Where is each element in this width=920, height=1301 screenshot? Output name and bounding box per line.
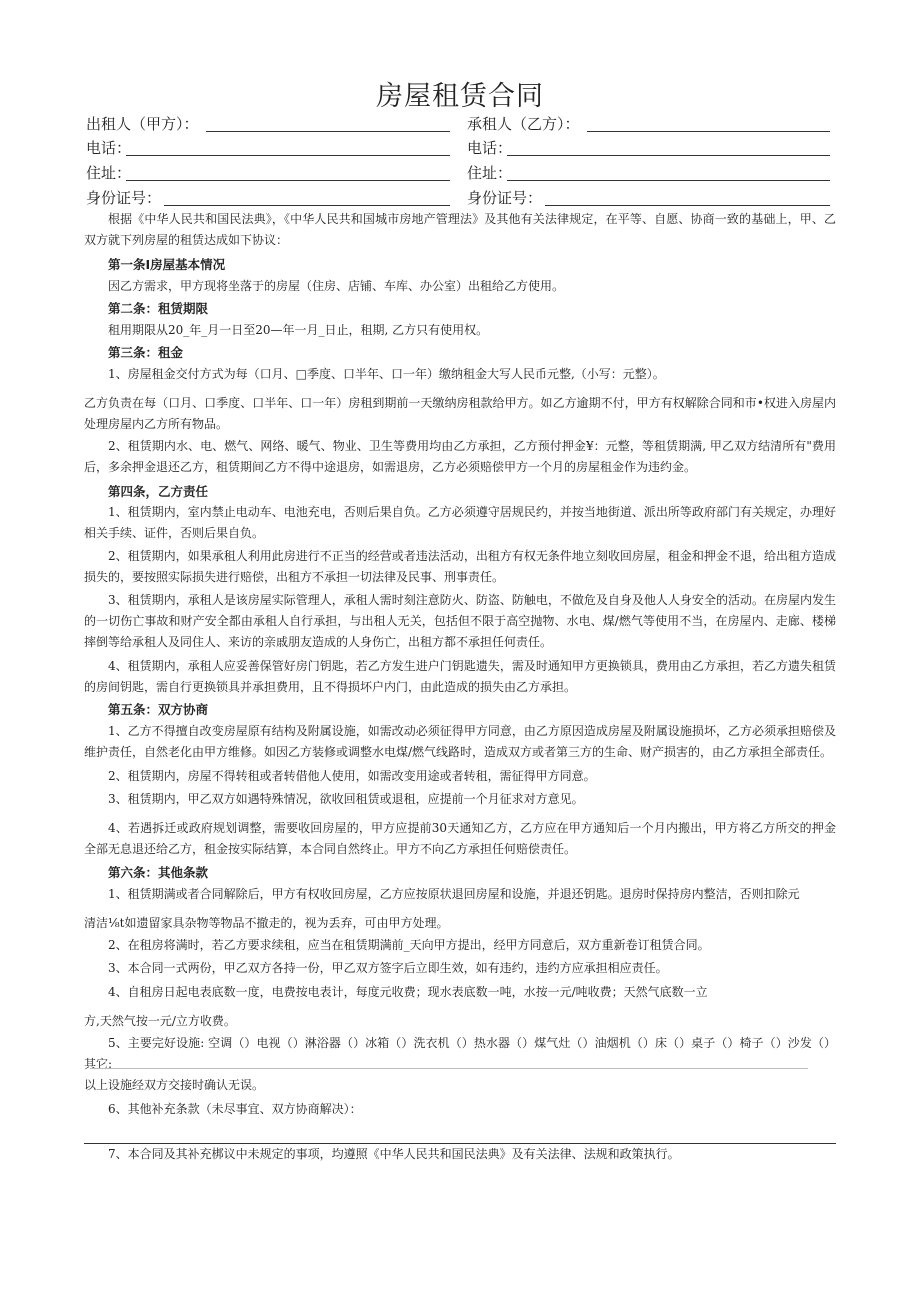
section-6-paragraph-2: 2、在租房将满时，若乙方要求续租，应当在租赁期满前_天向甲方提出，经甲方同意后，双方重新卷订租赁合同。 <box>108 938 710 952</box>
id-row-a <box>86 187 451 209</box>
address-row-b <box>467 162 832 184</box>
phone-label-a: 电话： <box>86 139 132 157</box>
facilities-fill-line[interactable] <box>90 1068 808 1069</box>
section-4-paragraph-2: 2、租赁期内，如果承租人利用此房进行不正当的经营或者违法活动，出租方有权无条件地立刻收回房屋，租金和押金不退，给出租方造成损失的，要按照实际损失进行赔偿，出租方不承担一切法律及民事、刑事责任。 <box>84 549 836 584</box>
section-5-heading: 第五条：双方协商 <box>108 702 209 717</box>
section-4-paragraph-1: 1、租赁期内，室内禁止电动车、电池充电，否则后果自负。乙方必须遵守居规民约，并按当地街道、派出所等政府部门有关规定，办理好相关手续、证件，否则后果自负。 <box>84 505 836 540</box>
id-label-a: 身份证号： <box>86 189 162 207</box>
section-5-paragraph-2: 2、租赁期内，房屋不得转租或者转借他人使用，如需改变用途或者转租，需征得甲方同意。 <box>108 769 596 783</box>
section-3-paragraph-1: 1、房屋租金交付方式为每（口月、□季度、口半年、口一年）缴纳租金大写人民币元整,（小写：元整）。 <box>108 367 665 381</box>
id-fill-line-b[interactable] <box>545 205 830 206</box>
document-title: 房屋租赁合同 <box>376 81 544 112</box>
lessor-label: 出租人（甲方）： <box>86 115 199 133</box>
address-fill-line-b[interactable] <box>507 180 830 181</box>
section-6-paragraph-4: 4、自租房日起电表底数一度，电费按电表计，每度元收费；现水表底数一吨，水按一元/吨收费；天然气底数一立 <box>108 985 708 999</box>
section-4-heading: 第四条，乙方责任 <box>108 484 209 499</box>
lessee-fill-line[interactable] <box>587 131 830 132</box>
section-6-paragraph-4-continued: 方,天然气按一元/立方收费。 <box>84 1014 236 1028</box>
lessee-label: 承租人（乙方）： <box>467 115 580 133</box>
section-6-paragraph-3: 3、本合同一式两份，甲乙双方各持一份，甲乙双方签字后立即生效，如有违约，违约方应承担相应责任。 <box>108 961 668 975</box>
section-6-paragraph-1-continued: 清洁⅛t如遗留家具杂物等物品不撤走的，视为丢弃，可由甲方处理。 <box>84 916 449 930</box>
phone-fill-line-a[interactable] <box>126 155 450 156</box>
section-5-paragraph-3: 3、租赁期内，甲乙双方如遇特殊情况，欲收回租赁或退租，应提前一个月征求对方意见。 <box>108 792 584 806</box>
section-5-paragraph-4: 4、若遇拆迁或政府规划调整，需要收回房屋的，甲方应提前30天通知乙方，乙方应在甲方通知后一个月内搬出，甲方将乙方所交的押金全部无息退还给乙方，租金按实际结算，本合同自然终止。甲方不向乙方承担任何赔偿责任。 <box>84 821 836 856</box>
section-6-heading: 第六条：其他条款 <box>108 865 209 880</box>
lessor-fill-line[interactable] <box>206 131 450 132</box>
section-6-paragraph-1: 1、租赁期满或者合同解除后，甲方有权收回房屋，乙方应按原状退回房屋和设施，并退还钥匙。退房时保持房内整洁，否则扣除元 <box>108 887 800 901</box>
section-3-heading: 第三条：租金 <box>108 345 184 360</box>
section-1-heading: 第一条I房屋基本情况 <box>108 257 226 272</box>
address-label-b: 住址： <box>467 164 513 182</box>
section-4-paragraph-4: 4、租赁期内，承租人应妥善保管好房门钥匙，若乙方发生进户门钥匙遗失，需及时通知甲方更换锁具，费用由乙方承担，若乙方遗失租赁的房间钥匙，需自行更换锁具并承担费用，且不得损坏户内门，由此造成的损失由乙方承担。 <box>84 659 836 694</box>
phone-row-b <box>467 137 832 159</box>
lessee-row <box>467 113 832 135</box>
section-3-paragraph-2: 乙方负责在每（口月、口季度、口半年、口一年）房租到期前一天缴纳房租款给甲方。如乙方逾期不付，甲方有权解除合同和市•权进入房屋内处理房屋内乙方所有物品。 <box>84 396 836 431</box>
phone-fill-line-b[interactable] <box>507 155 830 156</box>
section-6-paragraph-7: 7、本合同及其补充梆议中未规定的事项，均遵照《中华人民共和国民法典》及有关法律、法规和政策执行。 <box>108 1147 680 1161</box>
id-row-b <box>467 187 832 209</box>
lessor-row <box>86 113 451 135</box>
address-label-a: 住址： <box>86 164 132 182</box>
intro-paragraph: 根据《中华人民共和国民法典》，《中华人民共和国城市房地产管理法》及其他有关法律规定，在平等、自愿、协商一致的基础上，甲、乙双方就下列房屋的租赁达成如下协议： <box>84 212 836 247</box>
section-3-paragraph-3: 2、租赁期内水、电、燃气、网络、暖气、物业、卫生等费用均由乙方承担，乙方预付押金¥：元整，等租赁期满, 甲乙双方结清所有"费用后，多余押金退还乙方，租赁期间乙方不得中途退房，如需退房，乙方必须赔偿甲方一个月的房屋租金作为违约金。 <box>84 439 836 474</box>
section-4-paragraph-3: 3、租赁期内，承租人是该房屋实际管理人，承租人需时刻注意防火、防盗、防触电，不做危及自身及他人人身安全的活动。在房屋内发生的一切伤亡事故和财产安全都由承租人自行承担，与出租人无关，包括但不限于高空抛物、水电、煤/燃气等使用不当，在房屋内、走廊、楼梯摔倒等给承租人及同住人、来访的亲戚朋友造成的人身伤亡，出租方都不承担任何责任。 <box>84 593 836 649</box>
id-label-b: 身份证号： <box>467 189 543 207</box>
section-6-paragraph-5-continued: 以上设施经双方交接时确认无误。 <box>84 1078 265 1092</box>
phone-row-a <box>86 137 451 159</box>
section-2-heading: 第二条：租赁期限 <box>108 301 209 316</box>
id-fill-line-a[interactable] <box>164 205 450 206</box>
address-fill-line-a[interactable] <box>126 180 450 181</box>
section-6-paragraph-6: 6、其他补充条款（未尽事宜、双方协商解决）： <box>108 1102 362 1116</box>
section-2-paragraph-1: 租用期限从20_年_月一日至20—年一月_日止，租期, 乙方只有使用权。 <box>108 323 489 337</box>
section-5-paragraph-1: 1、乙方不得擅自改变房屋原有结构及附属设施，如需改动必须征得甲方同意，由乙方原因造成房屋及附属设施损坏，乙方必须承担赔偿及维护责任，自然老化由甲方维修。如因乙方装修或调整水电煤/燃气线路时，造成双方或者第三方的生命、财产损害的，由乙方承担全部责任。 <box>84 724 836 759</box>
section-1-paragraph-1: 因乙方需求，甲方现将坐落于的房屋（住房、店铺、车库、办公室）出租给乙方使用。 <box>108 279 565 293</box>
address-row-a <box>86 162 451 184</box>
phone-label-b: 电话： <box>467 139 513 157</box>
section-6-paragraph-5: 5、主要完好设施: 空调（）电视（）淋浴器（）冰箱（）洗衣机（）热水器（）煤气灶（）油烟机（）床（）桌子（）椅子（）沙发（）其它: <box>84 1036 836 1071</box>
